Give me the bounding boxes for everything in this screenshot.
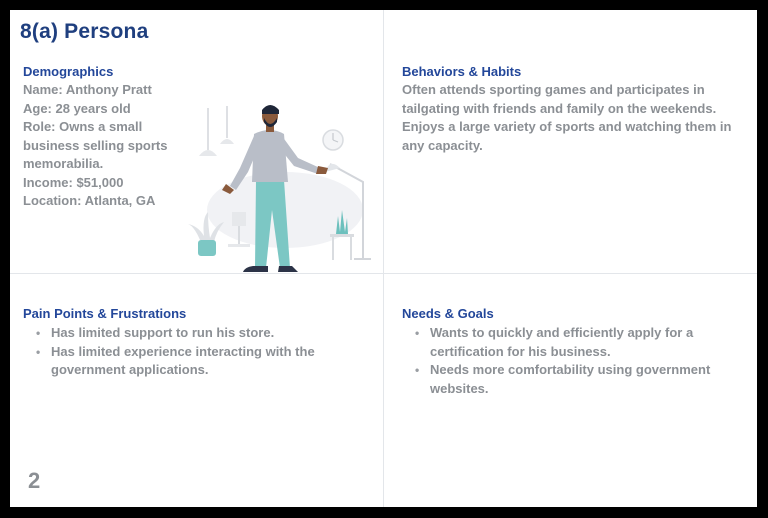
bullet-icon: • <box>36 326 41 340</box>
list-item-text: websites. <box>430 380 489 396</box>
pendant-lamps <box>199 106 234 156</box>
demographics-line: Age: 28 years old <box>23 100 131 116</box>
list-item-text: Has limited support to run his store. <box>51 325 275 340</box>
quadrant-divider-vertical <box>383 10 384 507</box>
list-item-text: Wants to quickly and efficiently apply for a <box>430 325 694 340</box>
list-item-text: Has limited experience interacting with the <box>51 343 315 359</box>
behaviors-line: any capacity. <box>402 137 483 153</box>
list-item <box>23 324 315 343</box>
needs-goals-heading: Needs & Goals <box>402 306 494 321</box>
pain-points-heading: Pain Points & Frustrations <box>23 306 187 321</box>
list-item-text: certification for his business. <box>430 343 611 359</box>
list-item <box>23 343 315 380</box>
list-item <box>402 361 710 398</box>
demographics-list <box>23 81 168 211</box>
list-item <box>402 324 710 361</box>
list-item-text: government applications. <box>51 362 209 377</box>
needs-goals-list <box>402 324 710 398</box>
page-number: 2 <box>28 468 41 493</box>
demographics-line: Location: Atlanta, GA <box>23 193 156 208</box>
quadrant-divider-horizontal <box>10 273 757 274</box>
pain-points-list <box>23 324 315 380</box>
bullet-icon: • <box>415 363 420 377</box>
bullet-icon: • <box>36 344 41 359</box>
demographics-heading: Demographics <box>23 64 114 79</box>
behaviors-heading: Behaviors & Habits <box>402 64 522 79</box>
behaviors-line: Often attends sporting games and participates in <box>402 82 705 97</box>
behaviors-line: Enjoys a large variety of sports and watching them in <box>402 119 732 134</box>
persona-illustration <box>180 98 375 274</box>
bullet-icon: • <box>415 326 420 340</box>
demographics-line: memorabilia. <box>23 156 104 171</box>
demographics-line: Name: Anthony Pratt <box>23 82 152 97</box>
persona-slide <box>10 10 757 507</box>
slide-title: 8(a) Persona <box>20 20 149 43</box>
demographics-line: Income: $51,000 <box>23 174 124 190</box>
demographics-line: Role: Owns a small <box>23 119 143 134</box>
list-item-text: Needs more comfortability using government <box>430 362 711 377</box>
clock-icon <box>323 130 343 150</box>
behaviors-text <box>402 81 731 155</box>
behaviors-line: tailgating with friends and family on the weekends. <box>402 100 717 116</box>
demographics-line: business selling sports <box>23 137 168 153</box>
